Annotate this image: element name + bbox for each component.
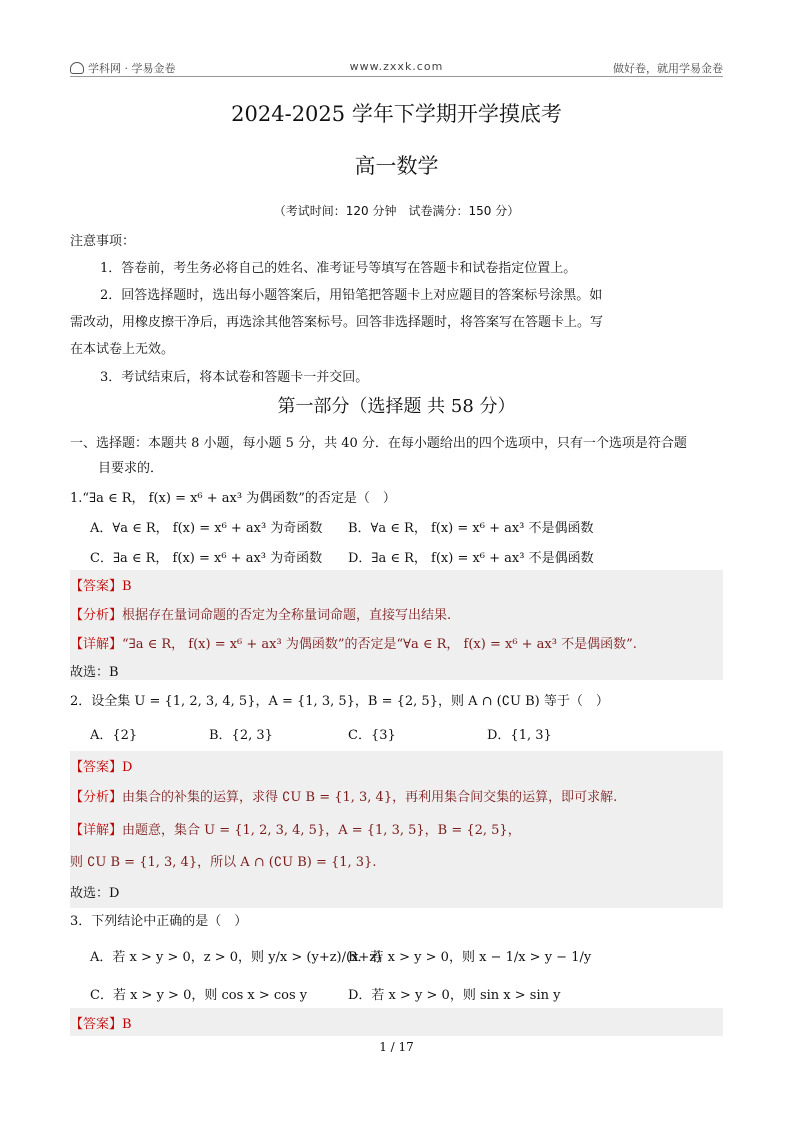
q1-analysis-text: 根据存在量词命题的否定为全称量词命题，直接写出结果. <box>122 608 452 623</box>
q1-option-d: D．∃a ∈ R， f(x) = x⁶ + ax³ 不是偶函数 <box>348 551 594 566</box>
header-url[interactable]: www.zxxk.com <box>349 60 444 73</box>
q3-option-c: C．若 x > y > 0，则 cos x > cos y <box>90 988 308 1003</box>
q2-option-a: A．{2} <box>90 728 138 743</box>
exam-title: 2024-2025 学年下学期开学摸底考 <box>231 102 562 126</box>
q1-option-a: A．∀a ∈ R， f(x) = x⁶ + ax³ 为奇函数 <box>90 521 323 536</box>
q2-answer <box>70 756 723 775</box>
q2-analysis-label: 【分析】 <box>70 790 123 805</box>
q1-detail-text: “∃a ∈ R， f(x) = x⁶ + ax³ 为偶函数”的否定是“∀a ∈ R， f(x) = x⁶ + ax³ 不是偶函数”. <box>122 637 637 652</box>
q2-option-d: D．{1, 3} <box>487 728 552 743</box>
q2-analysis-text: 由集合的补集的运算，求得 ∁U B = {1, 3, 4}，再利用集合间交集的运算，即可求解. <box>122 790 618 805</box>
q2-option-b: B．{2, 3} <box>209 728 273 743</box>
exam-info: （考试时间：120 分钟 试卷满分：150 分） <box>273 204 520 218</box>
q1-option-b: B．∀a ∈ R， f(x) = x⁶ + ax³ 不是偶函数 <box>348 521 594 536</box>
notice-item-2-line-1: 2．回答选择题时，选出每小题答案后，用铅笔把答题卡上对应题目的答案标号涂黑。如 <box>100 288 603 303</box>
q3-stem: 3．下列结论中正确的是（ ） <box>70 914 248 929</box>
notice-item-2-line-2: 需改动，用橡皮擦干净后，再选涂其他答案标号。回答非选择题时，将答案写在答题卡上。写 <box>70 315 604 330</box>
section-intro-line-2: 目要求的． <box>98 461 164 476</box>
q3-option-d: D．若 x > y > 0，则 sin x > sin y <box>348 988 561 1003</box>
q1-stem: 1.“∃a ∈ R， f(x) = x⁶ + ax³ 为偶函数”的否定是（ ） <box>70 491 396 506</box>
q1-detail <box>70 633 723 652</box>
q2-answer-value: D <box>122 760 133 775</box>
header-slogan: 做好卷，就用学易金卷 <box>613 62 723 75</box>
page-header <box>70 60 723 76</box>
exam-subtitle: 高一数学 <box>354 154 439 178</box>
q2-detail-label: 【详解】 <box>70 823 123 838</box>
q2-answer-label: 【答案】 <box>70 760 123 775</box>
q3-option-a: A．若 x > y > 0，z > 0，则 y/x > (y+z)/(x+z) <box>90 950 382 965</box>
q1-answer <box>70 575 723 594</box>
q2-detail <box>70 819 723 838</box>
q1-analysis-label: 【分析】 <box>70 608 123 623</box>
q1-option-c: C．∃a ∈ R， f(x) = x⁶ + ax³ 为奇函数 <box>90 551 323 566</box>
q3-answer-value: B <box>122 1017 132 1032</box>
brand-name: 学科网 · 学易金卷 <box>88 62 176 75</box>
part-title: 第一部分（选择题 共 58 分） <box>277 396 516 417</box>
q2-analysis <box>70 786 723 805</box>
q3-option-b: B．若 x > y > 0，则 x − 1/x > y − 1/y <box>348 950 592 965</box>
notice-item-1: 1．答卷前，考生务必将自己的姓名、准考证号等填写在答题卡和试卷指定位置上。 <box>100 261 577 276</box>
q2-choice: 故选：D <box>70 886 120 901</box>
notice-heading: 注意事项： <box>70 234 136 249</box>
page-number: 1 / 17 <box>379 1040 414 1054</box>
q1-answer-value: B <box>122 579 132 594</box>
q3-answer <box>70 1013 723 1032</box>
q1-detail-label: 【详解】 <box>70 637 123 652</box>
header-divider <box>70 76 723 77</box>
q2-detail-text-1: 由题意，集合 U = {1, 2, 3, 4, 5}，A = {1, 3, 5}，B = {2, 5}， <box>122 823 521 838</box>
notice-item-2-line-3: 在本试卷上无效。 <box>70 342 175 357</box>
q1-choice: 故选：B <box>70 665 119 680</box>
q1-answer-label: 【答案】 <box>70 579 123 594</box>
q2-detail-line-2: 则 ∁U B = {1, 3, 4}，所以 A ∩ (∁U B) = {1, 3}. <box>70 855 377 870</box>
q1-analysis <box>70 604 723 623</box>
q2-stem: 2．设全集 U = {1, 2, 3, 4, 5}，A = {1, 3, 5}，B = {2, 5}，则 A ∩ (∁U B) 等于（ ） <box>70 694 609 709</box>
notice-item-3: 3．考试结束后，将本试卷和答题卡一并交回。 <box>100 370 369 385</box>
section-intro-line-1: 一、选择题：本题共 8 小题，每小题 5 分，共 40 分．在每小题给出的四个选项中，只有一个选项是符合题 <box>70 436 687 451</box>
q2-option-c: C．{3} <box>348 728 396 743</box>
q3-answer-label: 【答案】 <box>70 1017 123 1032</box>
